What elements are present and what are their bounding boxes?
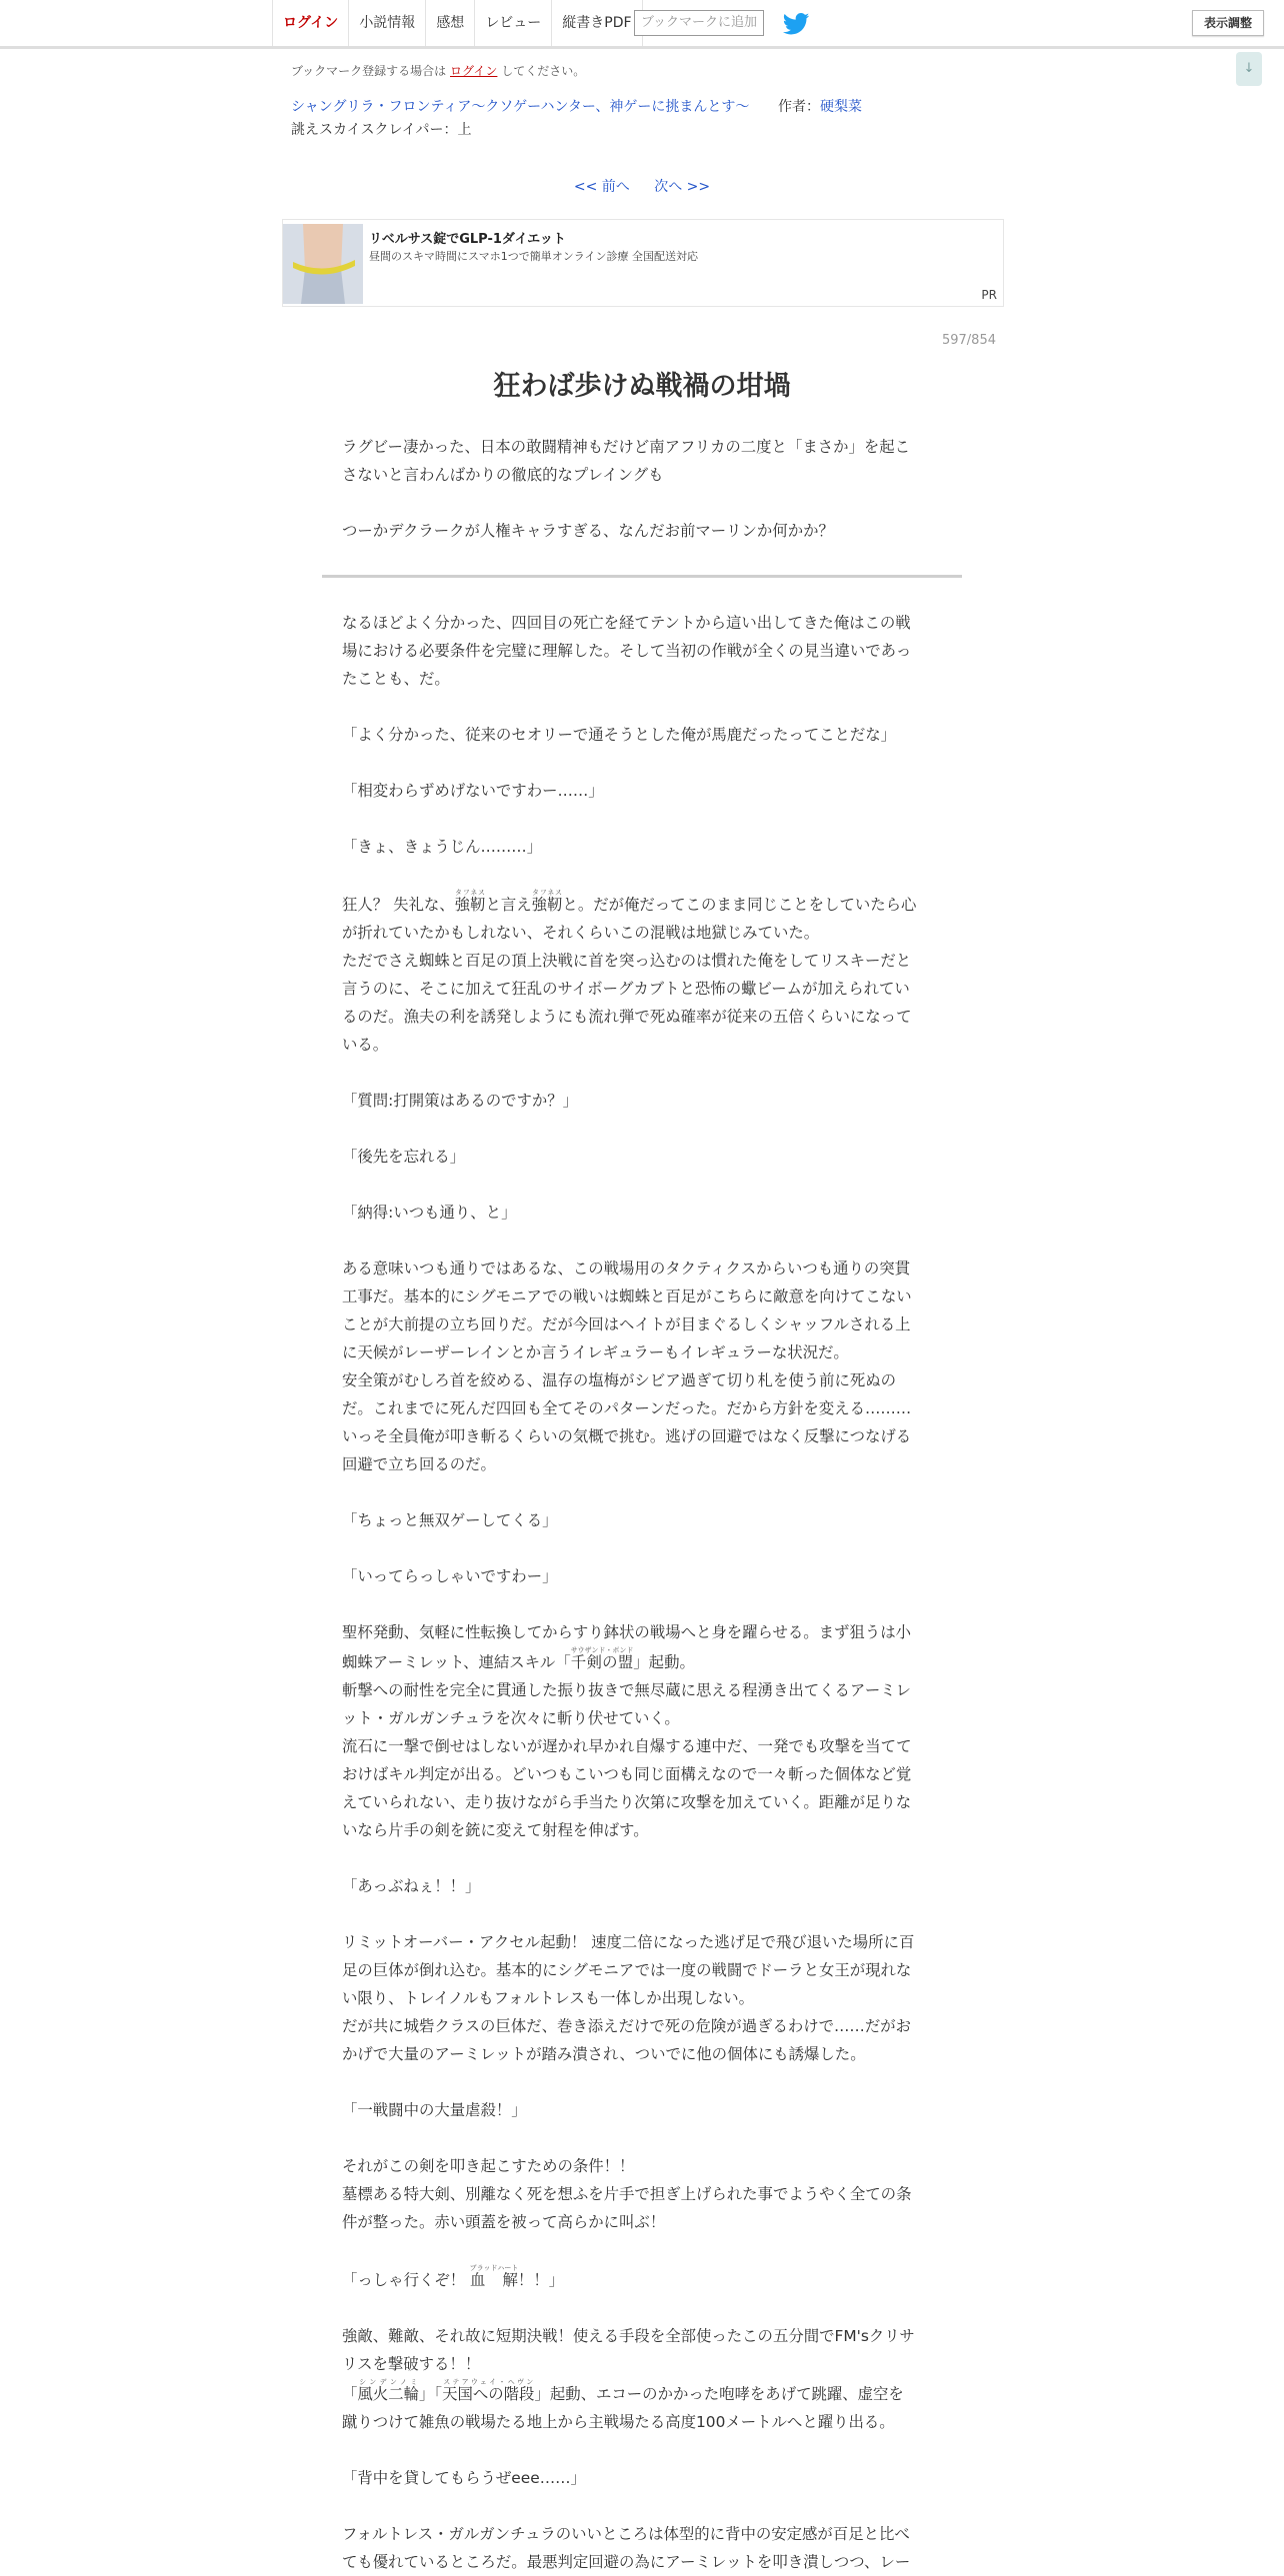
ruby-base: 風火二輪 [357, 2385, 419, 2403]
body-line: 工事だ。基本的にシグモニアでの戦いは蜘蛛と百足がこちらに敵意を向けてこない [342, 1288, 912, 1305]
series-title-link[interactable]: シャングリラ・フロンティア〜クソゲーハンター、神ゲーに挑まんとす〜 [291, 99, 750, 115]
body-line: えていられない、走り抜けながら手当たり次第に攻撃を加えていく。距離が足りな [342, 1793, 912, 1811]
body-line: 「一戦闘中の大量虐殺！」 [342, 2101, 527, 2119]
ruby-tough-1 [454, 889, 486, 914]
body-line: に天候がレーザーレインとか言うイレギュラーもイレギュラーな状況だ。 [342, 1343, 849, 1361]
body-segment: 」起動。 [633, 1653, 695, 1671]
body-segment: と言え [485, 896, 532, 914]
body-line: 「背中を貸してもらうぜeee……」 [342, 2469, 586, 2487]
bookmark-note-login-link[interactable]: ログイン [450, 64, 498, 78]
ruby-blood [469, 2264, 519, 2289]
novel-info-link[interactable]: 小説情報 [348, 0, 425, 46]
body-line [342, 889, 942, 919]
body-line: だが共に城砦クラスの巨体だ、巻き添えだけで死の危険が過ぎるわけで……だがお [342, 2017, 911, 2035]
ruby-reading: タフネス [454, 889, 486, 897]
ad-image [283, 224, 363, 304]
body-line: たことも、だ。 [342, 670, 450, 688]
impressions-link[interactable]: 感想 [425, 0, 474, 46]
body-line [342, 2378, 942, 2408]
body-line: 安全策がむしろ首を絞める、温存の塩梅がシビア過ぎて切り札を使う前に死ぬの [342, 1371, 897, 1389]
ruby-reading: シンデンノミ [357, 2378, 419, 2386]
author-name-link[interactable]: 硬梨菜 [820, 99, 862, 115]
prev-chapter-link[interactable]: << 前へ [573, 179, 630, 195]
body-line: なるほどよく分かった、四回目の死亡を経てテントから這い出してきた俺はこの戦 [342, 614, 911, 632]
body-line: フォルトレス・ガルガンチュラのいいところは体型的に背中の安定感が百足と比べ [342, 2525, 910, 2543]
body-line: ット・ガルガンチュラを次々に斬り伏せていく。 [342, 1709, 680, 1727]
body-line: ただでさえ蜘蛛と百足の頂上決戦に首を突っ込むのは慣れた俺をしてリスキーだと [342, 952, 912, 970]
body-line: かげで大量のアーミレットが踏み潰され、ついでに他の個体にも誘爆した。 [342, 2045, 866, 2063]
vertical-pdf-link[interactable]: 縦書きPDF [551, 0, 642, 46]
preface-line: ラグビー凄かった、日本の敢闘精神もだけど南アフリカの二度と「まさか」を起こ [342, 438, 911, 456]
ad-title: リベルサス錠でGLP-1ダイエット [369, 232, 566, 247]
bookmark-note-prefix: ブックマーク登録する場合は [291, 64, 447, 78]
author-preface [342, 433, 942, 545]
body-line: おけばキル判定が出る。どいつもこいつも同じ面構えなので一々斬った個体など覚 [342, 1765, 912, 1783]
body-segment: ！！」 [517, 2271, 565, 2289]
ruby-base: 血 解 [469, 2271, 519, 2289]
body-line: 「よく分かった、従来のセオリーで通そうとした俺が馬鹿だったってことだな」 [342, 726, 897, 744]
chapter-group-label: 誂えスカイスクレイパー：上 [291, 122, 472, 138]
body-line: 「ちょっと無双ゲーしてくる」 [342, 1511, 558, 1529]
display-settings-button[interactable]: 表示調整 [1192, 10, 1264, 36]
body-line: いなら片手の剣を銃に変えて射程を伸ばす。 [342, 1821, 649, 1839]
preface-line: さないと言わんばかりの徹底的なプレイングも [342, 466, 664, 484]
body-line: ても優れているところだ。最悪判定回避の為にアーミレットを叩き潰しつつ、レー [342, 2553, 911, 2571]
ruby-reading: ブラッドハート [469, 2264, 519, 2272]
scroll-down-button[interactable]: ↓ [1236, 52, 1262, 86]
author-label: 作者： [778, 99, 820, 115]
body-line: 聖杯発動、気軽に性転換してからすり鉢状の戦場へと身を躍らせる。まず狙うは小 [342, 1623, 911, 1641]
ad-pr-label: PR [981, 288, 997, 302]
ruby-senken [570, 1646, 634, 1671]
body-line: それがこの剣を叩き起こすための条件！！ [342, 2157, 635, 2175]
body-line: 「後先を忘れる」 [342, 1148, 466, 1166]
preface-line: つーかデクラークが人権キャラすぎる、なんだお前マーリンか何かか？ [342, 522, 834, 540]
ruby-base: 千剣の盟 [570, 1653, 634, 1671]
preface-divider [322, 575, 962, 578]
body-line: い限り、トレイノルもフォルトレスも一体しか出現しない。 [342, 1989, 755, 2007]
next-chapter-link[interactable]: 次へ >> [654, 179, 711, 195]
body-line: 斬撃への耐性を完全に貫通した振り抜きで無尽蔵に思える程湧き出てくるアーミレ [342, 1681, 911, 1699]
body-line: 回避で立ち回るのだ。 [342, 1455, 496, 1473]
body-segment: 蜘蛛アーミレット、連結スキル「 [342, 1653, 571, 1671]
review-link[interactable]: レビュー [474, 0, 551, 46]
body-line: 「質問:打開策はあるのですか？」 [342, 1092, 579, 1110]
top-navigation-bar [0, 0, 1284, 49]
ruby-base: 強靭 [531, 896, 563, 914]
ad-banner[interactable] [282, 219, 1004, 307]
ruby-tough-2 [531, 889, 563, 914]
chapter-pager [0, 176, 1284, 196]
author-row [778, 96, 862, 116]
body-line: ある意味いつも通りではあるな、この戦場用のタクティクスからいつも通りの突貫 [342, 1260, 911, 1278]
body-line: いっそ全員俺が叩き斬るくらいの気概で挑む。逃げの回避ではなく反撃につなげる [342, 1427, 912, 1445]
ruby-base: 強靭 [454, 896, 486, 914]
body-line: 墓標ある特大剣、別離なく死を想ふを片手で担ぎ上げられた事でようやく全ての条 [342, 2185, 912, 2203]
bookmark-note-suffix: してください。 [501, 64, 586, 78]
twitter-bird-icon[interactable] [782, 13, 810, 35]
body-line: 場における必要条件を完璧に理解した。そして当初の作戦が全くの見当違いであっ [342, 642, 912, 660]
body-line: 件が整った。赤い頭蓋を被って高らかに叫ぶ！ [342, 2213, 666, 2231]
ruby-base: 天国への階段 [442, 2385, 535, 2403]
body-line [342, 2264, 942, 2294]
body-line: ことが大前提の立ち回りだ。だが今回はヘイトが目まぐるしくシャッフルされる上 [342, 1315, 911, 1333]
page-counter: 597/854 [941, 333, 996, 348]
body-segment: 「っしゃ行くぞ！ [342, 2271, 471, 2289]
body-line: 蹴りつけて雑魚の戦場たる地上から主戦場たる高度100メートルへと躍り出る。 [342, 2413, 895, 2431]
body-line: 足の巨体が倒れ込む。基本的にシグモニアでは一度の戦闘でドーラと女王が現れな [342, 1961, 912, 1979]
ruby-fuuka [357, 2378, 419, 2403]
ad-description: 昼間のスキマ時間にスマホ1つで簡単オンライン診療 全国配送対応 [369, 250, 698, 263]
body-segment: と。だが俺だってこのまま同じことをしていたら心 [562, 896, 917, 914]
chapter-body [342, 609, 942, 2576]
body-segment: 」「 [418, 2385, 443, 2403]
body-line: 言うのに、そこに加えて狂乱のサイボーグカブトと恐怖の蠍ビームが加えられてい [342, 980, 910, 998]
main-nav [272, 0, 643, 46]
body-line: 「きょ、きょうじん………」 [342, 838, 543, 856]
body-line: 流石に一撃で倒せはしないが遅かれ早かれ自爆する連中だ、一発でも攻撃を当てて [342, 1737, 912, 1755]
ruby-reading: ステアウェイ・ヘヴン [442, 2378, 535, 2386]
body-line: 「納得:いつも通り、と」 [342, 1204, 517, 1222]
ruby-reading: サウザンド・ボンド [570, 1646, 634, 1654]
bookmark-login-note [291, 62, 585, 79]
body-line [342, 1646, 942, 1676]
body-line: だ。これまでに死んだ四回も全てそのパターンだった。だから方針を変える……… [342, 1399, 912, 1417]
login-link[interactable]: ログイン [272, 0, 348, 46]
body-line: 「いってらっしゃいですわー」 [342, 1567, 558, 1585]
body-line: 「相変わらずめげないですわー……」 [342, 782, 604, 800]
ruby-reading: タフネス [531, 889, 563, 897]
body-line: リミットオーバー・アクセル起動！ 速度二倍になった逃げ足で飛び退いた場所に百 [342, 1933, 915, 1951]
body-line: 強敵、難敵、それ故に短期決戦！使える手段を全部使ったこの五分間でFM'sクリサ [342, 2327, 915, 2345]
body-line: 「あっぶねぇ！！」 [342, 1877, 481, 1895]
body-segment: 「 [342, 2385, 358, 2403]
body-segment: 」起動、エコーのかかった咆哮をあげて跳躍、虚空を [534, 2385, 904, 2403]
chapter-title: 狂わば歩けぬ戦禍の坩堝 [493, 371, 791, 402]
body-line: リスを撃破する！！ [342, 2355, 481, 2373]
ruby-tengoku [442, 2378, 535, 2403]
body-line: いる。 [342, 1036, 389, 1054]
body-line: るのだ。漁夫の利を誘発しようにも流れ弾で死ぬ確率が従来の五倍くらいになって [342, 1008, 912, 1026]
body-line: が折れていたかもしれない、それくらいこの混戦は地獄じみていた。 [342, 924, 820, 942]
body-segment: 狂人？ 失礼な、 [342, 896, 455, 914]
add-bookmark-button[interactable]: ブックマークに追加 [634, 10, 764, 36]
